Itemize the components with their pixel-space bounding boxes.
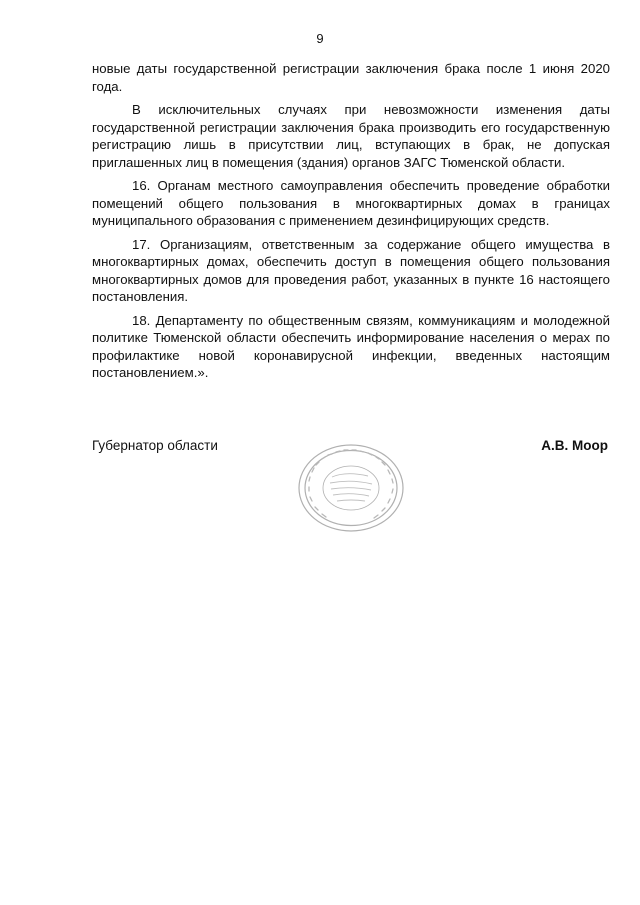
paragraph-exceptional-cases: В исключительных случаях при невозможности изменения даты государственной регистрации заключения брака производить его государственную регистрацию лишь в присутствии лиц, вступающих в брак, не допуская приглашенных лиц в помещения (здания) органов ЗАГС Тюменской области. [92, 102, 610, 170]
paragraph-item-17: 17. Организациям, ответственным за содержание общего имущества в многоквартирных домах, обеспечить доступ в помещения общего пользования многоквартирных домов для проведения работ, указанных в пункте 16 настоящего постановления. [92, 236, 610, 304]
official-seal-icon [296, 443, 406, 533]
paragraph-item-18: 18. Департаменту по общественным связям, коммуникациям и молодежной политике Тюменской области обеспечить информирование населения о мерах по профилактике новой коронавирусной инфекции, введенных настоящим постановлением.». [92, 312, 610, 380]
paragraph-continuation: новые даты государственной регистрации заключения брака после 1 июня 2020 года. [92, 61, 610, 94]
paragraph-item-16: 16. Органам местного самоуправления обеспечить проведение обработки помещений общего пользования в многоквартирных домах в границах муниципального образования с применением дезинфицирующих средств. [92, 178, 610, 228]
signature-title: Губернатор области [92, 438, 218, 453]
document-body [92, 60, 610, 388]
page-number: 9 [316, 31, 324, 46]
signature-name: А.В. Моор [541, 438, 608, 453]
